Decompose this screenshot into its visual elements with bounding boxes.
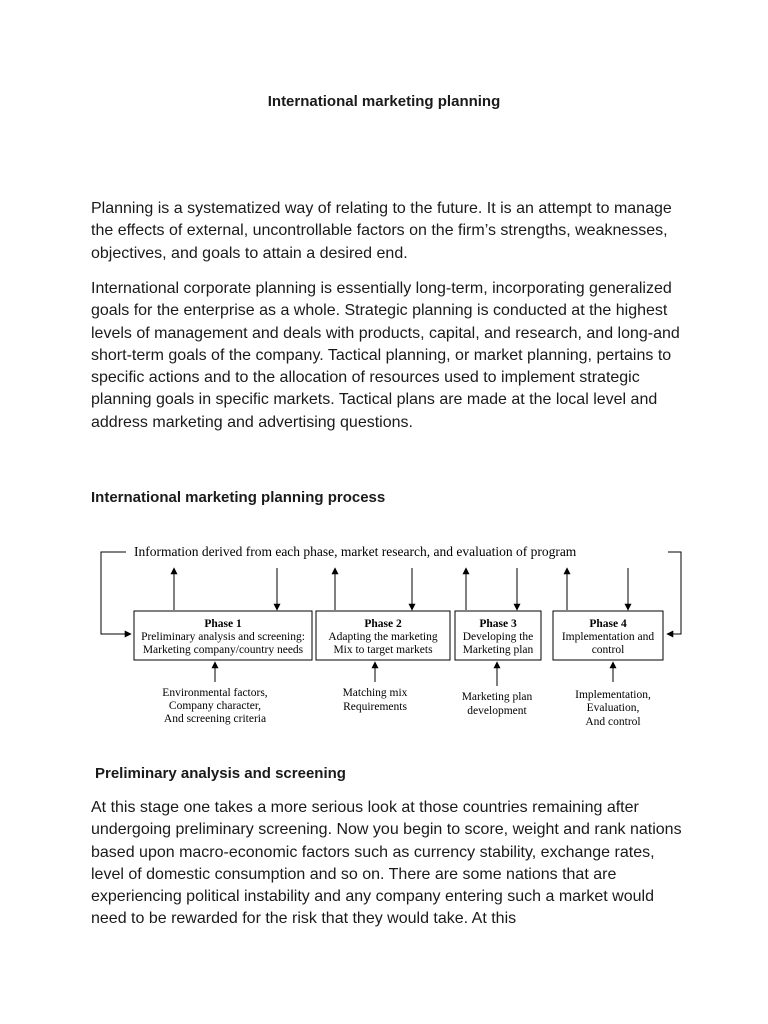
input4-line3: And control [585, 716, 641, 728]
planning-process-diagram [0, 536, 768, 736]
corporate-planning-paragraph: International corporate planning is essentially long-term, incorporating generalized goals for the enterprise as a whole. Strategic planning is conducted at the highest levels of management and deals with products, capital, and research, and long-and short-term goals of the company. Tactical planning, or market planning, pertains to specific actions and to the allocation of resources used to implement strategic planning goals in specific markets. Tactical plans are made at the local level and address marketing and advertising questions. [91, 280, 680, 431]
phase2-line2: Mix to target markets [333, 644, 433, 656]
input3-line1: Marketing plan [461, 691, 533, 703]
phase3-line2: Marketing plan [462, 644, 534, 656]
phase4-line1: Implementation and [561, 631, 655, 643]
phase1-line1: Preliminary analysis and screening: [141, 631, 305, 643]
phase1-line2: Marketing company/country needs [142, 644, 304, 656]
phase2-title: Phase 2 [364, 618, 402, 630]
input1-line2: Company character, [168, 700, 262, 712]
process-heading: International marketing planning process [91, 489, 386, 506]
input2-line2: Requirements [343, 701, 407, 713]
phase1-title: Phase 1 [204, 618, 242, 630]
phase3-line1: Developing the [462, 631, 534, 643]
phase4-title: Phase 4 [589, 618, 627, 630]
feedback-label: Information derived from each phase, market research, and evaluation of program [134, 544, 577, 559]
phase3-title: Phase 3 [479, 618, 517, 630]
phase4-line2: control [591, 644, 625, 656]
input1-line3: And screening criteria [163, 713, 267, 725]
input2-line1: Matching mix [342, 687, 408, 699]
input4-line1: Implementation, [575, 689, 651, 701]
preliminary-paragraph: At this stage one takes a more serious look at those countries remaining after undergoing preliminary screening. Now you begin to score, weight and rank nations based upon macro-economic factors such as currency stability, exchange rates, level of domestic consumption and so on. There are some nations that are experiencing political instability and any company entering such a market would need to be rewarded for the risk that they would take. At this [91, 799, 682, 928]
input3-line2: development [467, 705, 527, 717]
page-title: International marketing planning [267, 93, 501, 110]
intro-paragraph: Planning is a systematized way of relating to the future. It is an attempt to manage the effects of external, uncontrollable factors on the firm’s strengths, weaknesses, objectives, and goals to attain a desired end. [91, 200, 672, 262]
phase2-line1: Adapting the marketing [328, 631, 438, 643]
preliminary-heading: Preliminary analysis and screening [95, 765, 346, 782]
input1-line1: Environmental factors, [162, 687, 268, 699]
input4-line2: Evaluation, [586, 702, 640, 714]
